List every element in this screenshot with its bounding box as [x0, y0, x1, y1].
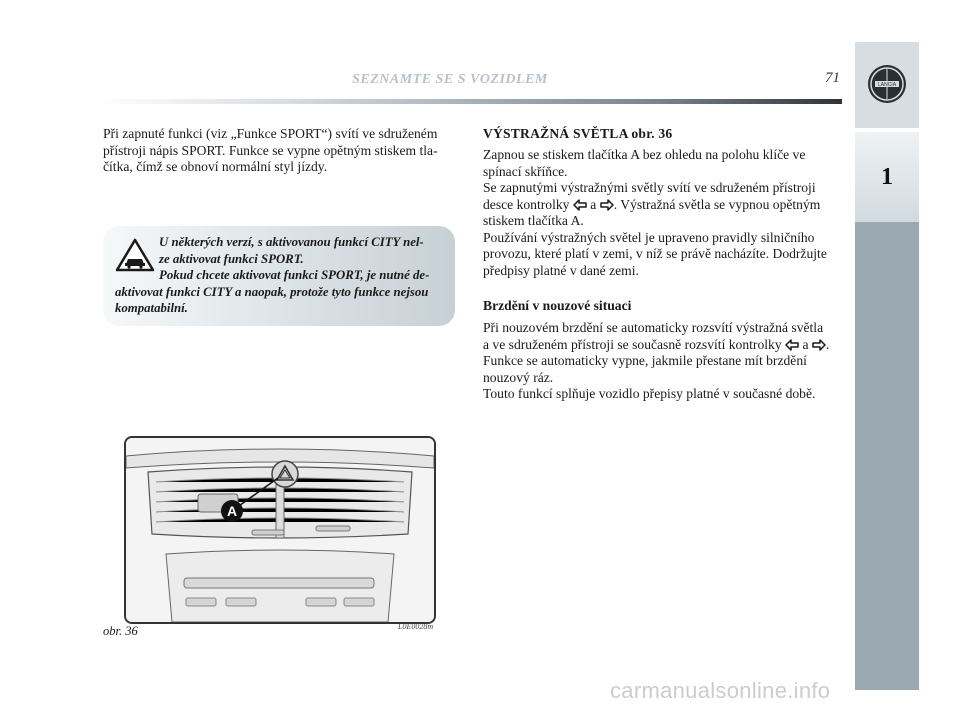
text-line: Touto funkcí splňuje vozidlo přepisy platné v současné době. — [483, 386, 816, 401]
left-turn-indicator-icon — [573, 199, 587, 211]
section-heading: VÝSTRAŽNÁ SVĚTLA obr. 36 — [483, 126, 673, 141]
chapter-number: 1 — [855, 132, 919, 222]
text-line: Se zapnutými výstražnými světly svítí ve sdruženém přístroji — [483, 180, 816, 195]
intro-line: čítka, čímž se obnoví normální styl jízdy. — [103, 159, 328, 174]
text-line: Při nouzovém brzdění se automaticky rozsvítí výstražná světla — [483, 320, 824, 335]
dashboard-illustration — [126, 438, 434, 622]
header-rule — [100, 99, 842, 104]
text-line: nouzový ráz. — [483, 369, 554, 385]
side-tab — [855, 42, 919, 690]
text-fragment: . — [825, 336, 830, 352]
header-title: SEZNAMTE SE S VOZIDLEM — [352, 72, 548, 87]
text-line: spínací skříňce. — [483, 163, 568, 179]
subheading: Brzdění v nouzové situaci — [483, 298, 632, 313]
lancia-logo-text: LANCIA — [877, 82, 897, 88]
warning-line: kompatabilní. — [115, 301, 188, 315]
warning-line: U některých verzí, s aktivovanou funkcí CITY nel- — [159, 235, 424, 249]
text-fragment: a — [590, 196, 597, 212]
text-line: provozu, které platí v zemi, v níž se právě nacházíte. Dodržujte — [483, 246, 827, 261]
text-fragment: . Výstražná světla se vypnou opětným — [613, 196, 821, 212]
warning-box — [103, 226, 455, 326]
emergency-braking-paragraph — [483, 320, 837, 403]
text-line: předpisy platné v dané zemi. — [483, 262, 639, 278]
warning-line: ze aktivovat funkci SPORT. — [159, 251, 304, 266]
left-turn-indicator-icon — [785, 339, 799, 351]
intro-paragraph — [103, 126, 453, 176]
text-line: stiskem tlačítka A. — [483, 213, 584, 228]
warning-text — [115, 234, 443, 317]
text-line — [483, 197, 837, 214]
hazard-paragraph — [483, 147, 837, 279]
callout-label: A — [226, 503, 238, 519]
warning-line: Pokud chcete aktivovat funkci SPORT, je nutné de- — [159, 268, 430, 282]
warning-line: aktivovat funkci CITY a naopak, protože tyto funkce nejsou — [115, 284, 429, 299]
page-number: 71 — [825, 70, 840, 86]
right-turn-indicator-icon — [600, 199, 614, 211]
lancia-logo-icon — [867, 64, 907, 104]
text-line: Zapnou se stiskem tlačítka A bez ohledu na polohu klíče ve — [483, 147, 806, 162]
figure-caption: obr. 36 — [103, 624, 138, 638]
watermark: carmanualsonline.info — [610, 678, 831, 703]
side-tab-cap — [855, 42, 919, 128]
figure-code: L0E0028m — [398, 622, 434, 631]
right-turn-indicator-icon — [812, 339, 826, 351]
intro-line: Při zapnuté funkci (viz „Funkce SPORT“) svítí ve sdruženém — [103, 126, 438, 141]
text-line: Funkce se automaticky vypne, jakmile přestane mít brzdění — [483, 353, 807, 368]
intro-line: přístroji nápis SPORT. Funkce se vypne opětným stiskem tla- — [103, 142, 438, 158]
text-line — [483, 337, 837, 354]
text-fragment: a — [802, 336, 809, 352]
text-line: Používání výstražných světel je upraveno pravidly silničního — [483, 229, 815, 245]
text-fragment: a ve sdruženém přístroji se současně rozsvítí kontrolky — [483, 336, 782, 352]
figure-hazard-button — [124, 436, 436, 624]
text-fragment: desce kontrolky — [483, 196, 570, 212]
